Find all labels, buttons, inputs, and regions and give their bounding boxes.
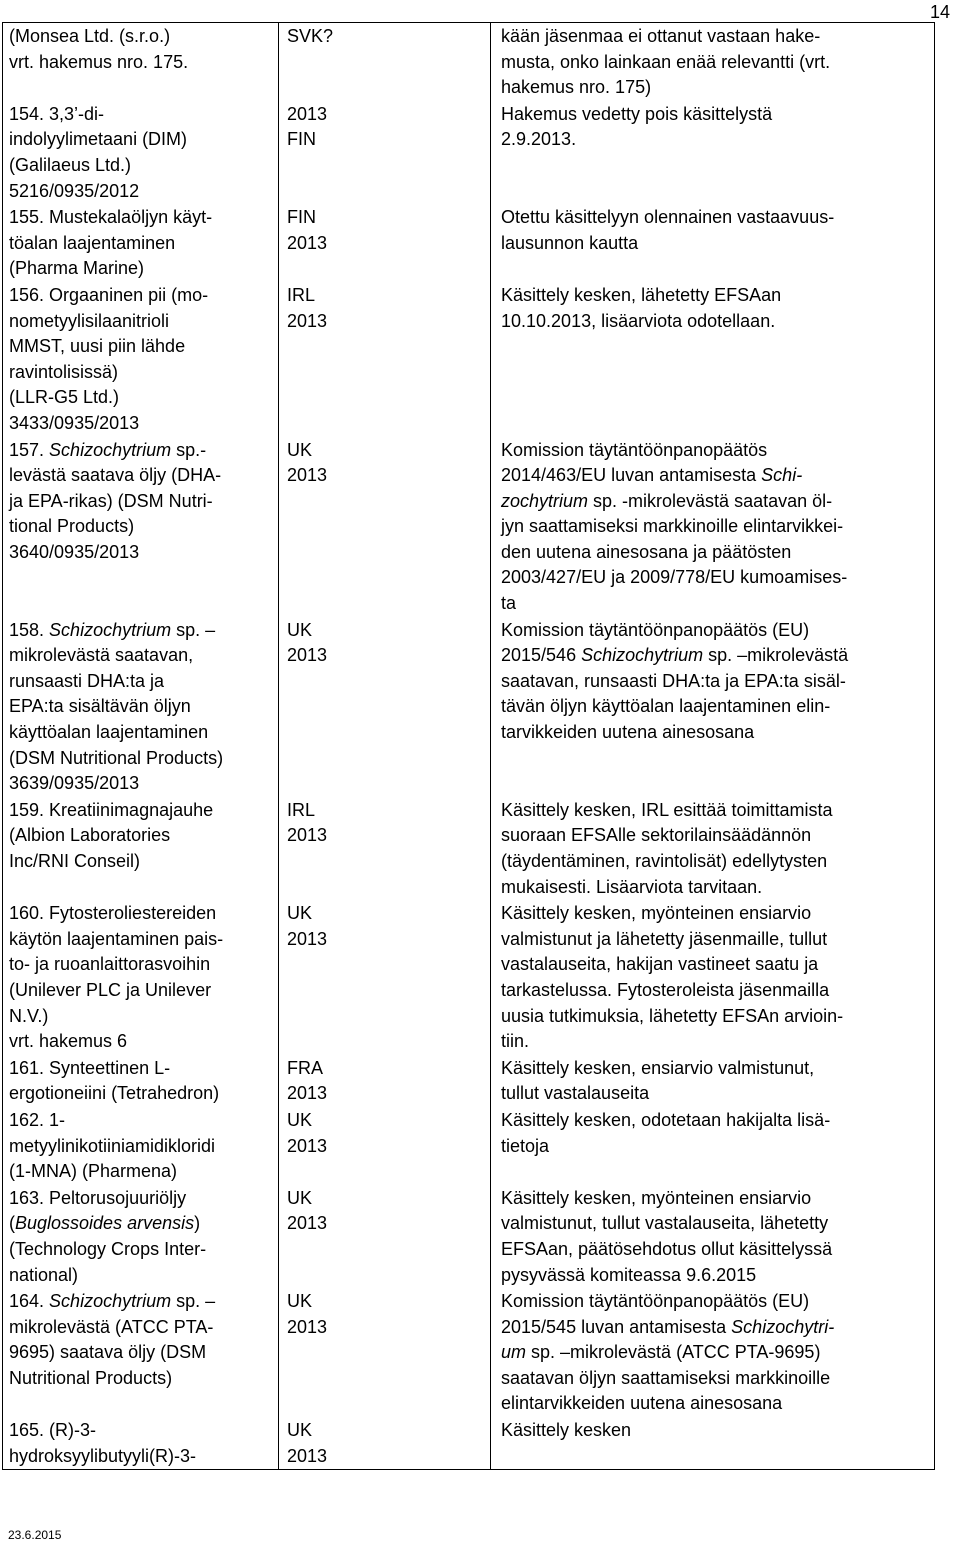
text-line: 2013: [287, 825, 328, 846]
text-line: to- ja ruoanlaittorasvoihin: [9, 954, 211, 975]
text-line: 3433/0935/2013: [9, 412, 140, 433]
text-line: 155. Mustekalaöljyn käyt-: [9, 207, 213, 228]
country-year-cell: [279, 23, 491, 101]
status-cell: [491, 1417, 935, 1470]
country-year-cell: [279, 797, 491, 900]
text-line: IRL: [287, 799, 316, 820]
status-cell: [491, 282, 935, 437]
text-line: Käsittely kesken, IRL esittää toimittamista: [501, 799, 833, 820]
table-row: [3, 437, 935, 617]
text-line: MMST, uusi piin lähde: [9, 336, 186, 357]
text-line: 5216/0935/2012: [9, 180, 140, 201]
text-line: (Unilever PLC ja Unilever: [9, 979, 212, 1000]
text-line: Käsittely kesken: [501, 1420, 632, 1441]
text-line: 158. Schizochytrium sp. –: [9, 619, 216, 640]
text-line: 2015/546 Schizochytrium sp. –mikrolevästä: [501, 645, 849, 666]
table-row: [3, 1055, 935, 1107]
status-cell: [491, 437, 935, 617]
status-cell: [491, 617, 935, 797]
text-line: 2013: [287, 928, 328, 949]
text-line: 2013: [287, 1445, 328, 1466]
text-line: 2015/545 luvan antamisesta Schizochytri-: [501, 1316, 835, 1337]
table-row: [3, 1417, 935, 1470]
novel-food-applications-table: [2, 22, 935, 1470]
text-line: 3640/0935/2013: [9, 541, 140, 562]
applicant-cell: [3, 437, 279, 617]
text-line: vrt. hakemus nro. 175.: [9, 51, 189, 72]
text-line: (täydentäminen, ravintolisät) edellytysten: [501, 851, 828, 871]
text-line: 9695) saatava öljy (DSM: [9, 1342, 207, 1363]
text-line: käyttöalan laajentaminen: [9, 722, 209, 743]
text-line: 2013: [287, 1213, 328, 1234]
text-line: valmistunut, tullut vastalauseita, lähetetty: [501, 1213, 829, 1234]
text-line: [9, 565, 272, 591]
text-line: UK: [287, 1109, 313, 1130]
status-cell: [491, 797, 935, 900]
text-line: 2013: [287, 232, 328, 253]
text-line: tional Products): [9, 516, 135, 537]
table-row: [3, 1185, 935, 1288]
text-line: (Albion Laboratories: [9, 825, 171, 846]
text-line: UK: [287, 903, 313, 924]
applicant-cell: [3, 204, 279, 282]
status-cell: [491, 900, 935, 1055]
footer-date: 23.6.2015: [8, 1528, 62, 1542]
text-line: mukaisesti. Lisäarviota tarvitaan.: [501, 876, 763, 897]
text-line: UK: [287, 1420, 313, 1441]
text-line: Käsittely kesken, myönteinen ensiarvio: [501, 1187, 812, 1208]
text-line: saatavan öljyn saattamiseksi markkinoille: [501, 1367, 831, 1388]
text-line: SVK?: [287, 26, 334, 46]
text-line: valmistunut ja lähetetty jäsenmaille, tullut: [501, 928, 828, 949]
status-cell: [491, 204, 935, 282]
text-line: pysyvässä komiteassa 9.6.2015: [501, 1264, 757, 1285]
text-line: vastalauseita, hakijan vastineet saatu ja: [501, 954, 819, 975]
applicant-cell: [3, 282, 279, 437]
text-line: tietoja: [501, 1135, 550, 1156]
text-line: mikrolevästä saatavan,: [9, 645, 194, 666]
text-line: 2013: [287, 310, 328, 331]
text-line: suoraan EFSAlle sektorilainsäädännön: [501, 825, 812, 846]
table-row: [3, 617, 935, 797]
text-line: ja EPA-rikas) (DSM Nutri-: [9, 490, 213, 511]
applicant-cell: [3, 23, 279, 101]
text-line: töalan laajentaminen: [9, 232, 176, 253]
text-line: UK: [287, 619, 313, 640]
text-line: vrt. hakemus 6: [9, 1031, 128, 1052]
text-line: levästä saatava öljy (DHA-: [9, 465, 222, 486]
text-line: EPA:ta sisältävän öljyn: [9, 696, 191, 717]
text-line: musta, onko lainkaan enää relevantti (vrt.: [501, 51, 831, 72]
text-line: tullut vastalauseita: [501, 1083, 650, 1104]
text-line: tävän öljyn käyttöalan laajentaminen elin-: [501, 696, 831, 717]
text-line: Komission täytäntöönpanopäätös: [501, 439, 768, 460]
text-line: FRA: [287, 1057, 323, 1078]
table-row: [3, 900, 935, 1055]
text-line: (LLR-G5 Ltd.): [9, 387, 120, 408]
applicant-cell: [3, 1055, 279, 1107]
text-line: (Technology Crops Inter-: [9, 1238, 207, 1259]
text-line: 2013: [287, 1135, 328, 1156]
text-line: tarkastelussa. Fytosteroleista jäsenmailla: [501, 979, 830, 1000]
text-line: 165. (R)-3-: [9, 1420, 97, 1441]
text-line: zochytrium sp. -mikrolevästä saatavan öl-: [501, 490, 833, 511]
text-line: 157. Schizochytrium sp.-: [9, 439, 207, 460]
text-line: jyn saattamiseksi markkinoille elintarvikkei-: [501, 516, 844, 537]
text-line: Käsittely kesken, lähetetty EFSAan: [501, 284, 782, 305]
country-year-cell: [279, 617, 491, 797]
country-year-cell: [279, 1185, 491, 1288]
table-body: [3, 23, 935, 1470]
text-line: käytön laajentaminen pais-: [9, 928, 224, 949]
status-cell: [491, 1288, 935, 1417]
text-line: lausunnon kautta: [501, 232, 639, 253]
text-line: saatavan, runsaasti DHA:ta ja EPA:ta sisäl-: [501, 670, 846, 691]
text-line: Inc/RNI Conseil): [9, 851, 141, 871]
table-row: [3, 282, 935, 437]
country-year-cell: [279, 282, 491, 437]
text-line: runsaasti DHA:ta ja: [9, 670, 165, 691]
text-line: Käsittely kesken, ensiarvio valmistunut,: [501, 1057, 815, 1078]
applicant-cell: [3, 1107, 279, 1185]
text-line: 154. 3,3’-di-: [9, 103, 105, 124]
text-line: Komission täytäntöönpanopäätös (EU): [501, 619, 810, 640]
country-year-cell: [279, 1107, 491, 1185]
text-line: 161. Synteettinen L-: [9, 1057, 171, 1078]
text-line: 2.9.2013.: [501, 129, 577, 150]
text-line: 160. Fytosteroliestereiden: [9, 903, 217, 924]
text-line: (Galilaeus Ltd.): [9, 154, 132, 175]
page-number: 14: [929, 2, 950, 22]
country-year-cell: [279, 204, 491, 282]
text-line: mikrolevästä (ATCC PTA-: [9, 1316, 214, 1337]
text-line: 156. Orgaaninen pii (mo-: [9, 284, 209, 305]
text-line: 2013: [287, 1316, 328, 1337]
status-cell: [491, 1185, 935, 1288]
text-line: UK: [287, 1187, 313, 1208]
text-line: elintarvikkeiden uutena ainesosana: [501, 1393, 783, 1414]
text-line: 2013: [287, 1083, 328, 1104]
country-year-cell: [279, 1417, 491, 1470]
text-line: 2013: [287, 103, 328, 124]
text-line: uusia tutkimuksia, lähetetty EFSAn arvioin-: [501, 1005, 844, 1026]
text-line: 163. Peltorusojuuriöljy: [9, 1187, 187, 1208]
country-year-cell: [279, 437, 491, 617]
text-line: ta: [501, 593, 517, 614]
text-line: Komission täytäntöönpanopäätös (EU): [501, 1291, 810, 1312]
text-line: [9, 1391, 272, 1417]
text-line: (Buglossoides arvensis): [9, 1213, 201, 1234]
text-line: national): [9, 1264, 79, 1285]
text-line: 2013: [287, 645, 328, 666]
text-line: 3639/0935/2013: [9, 773, 140, 794]
text-line: 2014/463/EU luvan antamisesta Schi-: [501, 465, 803, 486]
text-line: Nutritional Products): [9, 1367, 173, 1388]
text-line: ravintolisissä): [9, 361, 119, 382]
applicant-cell: [3, 617, 279, 797]
applicant-cell: [3, 1185, 279, 1288]
text-line: den uutena ainesosana ja päätösten: [501, 541, 792, 562]
text-line: Käsittely kesken, odotetaan hakijalta lisä-: [501, 1109, 831, 1130]
table-row: [3, 204, 935, 282]
text-line: indolyylimetaani (DIM): [9, 129, 188, 150]
text-line: tiin.: [501, 1031, 530, 1052]
country-year-cell: [279, 1288, 491, 1417]
text-line: 2003/427/EU ja 2009/778/EU kumoamises-: [501, 567, 848, 588]
text-line: um sp. –mikrolevästä (ATCC PTA-9695): [501, 1342, 821, 1363]
text-line: Käsittely kesken, myönteinen ensiarvio: [501, 903, 812, 924]
text-line: (DSM Nutritional Products): [9, 747, 224, 768]
text-line: 10.10.2013, lisäarviota odotellaan.: [501, 310, 776, 331]
text-line: nometyylisilaanitrioli: [9, 310, 170, 331]
text-line: Otettu käsittelyyn olennainen vastaavuus-: [501, 207, 835, 228]
text-line: UK: [287, 1291, 313, 1312]
status-cell: [491, 101, 935, 204]
applicant-cell: [3, 900, 279, 1055]
text-line: 2013: [287, 465, 328, 486]
country-year-cell: [279, 1055, 491, 1107]
status-cell: [491, 23, 935, 101]
status-cell: [491, 1055, 935, 1107]
table-row: [3, 101, 935, 204]
text-line: 162. 1-: [9, 1109, 66, 1130]
text-line: metyylinikotiiniamidikloridi: [9, 1135, 216, 1156]
status-cell: [491, 1107, 935, 1185]
text-line: hydroksyylibutyyli(R)-3-: [9, 1445, 197, 1466]
text-line: tarvikkeiden uutena ainesosana: [501, 722, 755, 743]
text-line: ergotioneiini (Tetrahedron): [9, 1083, 220, 1104]
text-line: (Pharma Marine): [9, 258, 145, 279]
table-row: [3, 1107, 935, 1185]
applicant-cell: [3, 1417, 279, 1470]
text-line: Hakemus vedetty pois käsittelystä: [501, 103, 773, 124]
applicant-cell: [3, 1288, 279, 1417]
text-line: kään jäsenmaa ei ottanut vastaan hake-: [501, 26, 821, 46]
text-line: FIN: [287, 207, 316, 228]
applicant-cell: [3, 797, 279, 900]
table-row: [3, 797, 935, 900]
applicant-cell: [3, 101, 279, 204]
text-line: hakemus nro. 175): [501, 77, 652, 98]
text-line: FIN: [287, 129, 316, 150]
text-line: 159. Kreatiinimagnajauhe: [9, 799, 214, 820]
country-year-cell: [279, 101, 491, 204]
text-line: UK: [287, 439, 313, 460]
text-line: IRL: [287, 284, 316, 305]
text-line: (Monsea Ltd. (s.r.o.): [9, 26, 171, 46]
table-row: [3, 1288, 935, 1417]
text-line: N.V.): [9, 1005, 49, 1026]
text-line: EFSAan, päätösehdotus ollut käsittelyssä: [501, 1238, 833, 1259]
country-year-cell: [279, 900, 491, 1055]
text-line: 164. Schizochytrium sp. –: [9, 1291, 216, 1312]
text-line: (1-MNA) (Pharmena): [9, 1161, 178, 1182]
table-row: [3, 23, 935, 101]
